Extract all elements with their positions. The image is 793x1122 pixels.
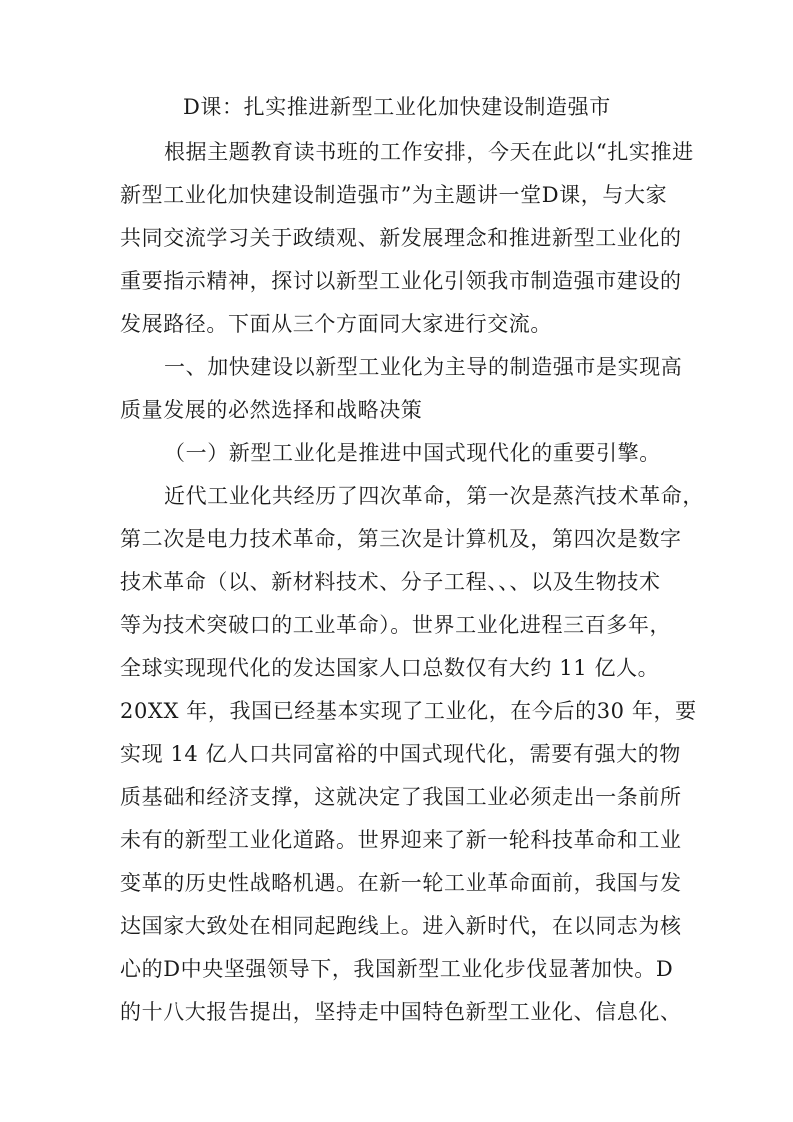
paragraph-line: 发展路径。下面从三个方面同大家进行交流。 — [120, 312, 552, 336]
paragraph-line: 达国家大致处在相同起跑线上。进入新时代，在以同志为核 — [120, 914, 682, 938]
paragraph-line: 的十八大报告提出，坚持走中国特色新型工业化、信息化、 — [120, 1000, 682, 1024]
paragraph-line: 近代工业化共经历了四次革命，第一次是蒸汽技术革命， — [164, 484, 704, 508]
paragraph-line: 共同交流学习关于政绩观、新发展理念和推进新型工业化的 — [120, 226, 682, 250]
paragraph-line: 实现 14 亿人口共同富裕的中国式现代化，需要有强大的物 — [120, 742, 681, 766]
paragraph-line: 20XX 年，我国已经基本实现了工业化，在今后的30 年，要 — [120, 699, 697, 723]
paragraph-line: 变革的历史性战略机遇。在新一轮工业革命面前，我国与发 — [120, 871, 682, 895]
paragraph-line: 根据主题教育读书班的工作安排，今天在此以“扎实推进 — [164, 140, 694, 164]
paragraph-line: 全球实现现代化的发达国家人口总数仅有大约 11 亿人。 — [120, 656, 660, 680]
section-heading-line: 质量发展的必然选择和战略决策 — [120, 398, 423, 422]
paragraph-line: 技术革命（以、新材料技术、分子工程、、、以及生物技术 — [120, 570, 661, 594]
subsection-heading: （一）新型工业化是推进中国式现代化的重要引擎。 — [164, 441, 661, 465]
paragraph-line: 重要指示精神，探讨以新型工业化引领我市制造强市建设的 — [120, 269, 682, 293]
document-title: D课：扎实推进新型工业化加快建设制造强市 — [183, 95, 611, 119]
paragraph-line: 心的D中央坚强领导下，我国新型工业化步伐显著加快。D — [120, 957, 674, 981]
section-heading-line: 一、加快建设以新型工业化为主导的制造强市是实现高 — [164, 355, 683, 379]
paragraph-line: 新型工业化加快建设制造强市”为主题讲一堂D课，与大家 — [120, 183, 668, 207]
paragraph-line: 未有的新型工业化道路。世界迎来了新一轮科技革命和工业 — [120, 828, 682, 852]
paragraph-line: 第二次是电力技术革命，第三次是计算机及，第四次是数字 — [120, 527, 682, 551]
paragraph-line: 等为技术突破口的工业革命）。世界工业化进程三百多年， — [120, 613, 672, 637]
paragraph-line: 质基础和经济支撑，这就决定了我国工业必须走出一条前所 — [120, 785, 682, 809]
